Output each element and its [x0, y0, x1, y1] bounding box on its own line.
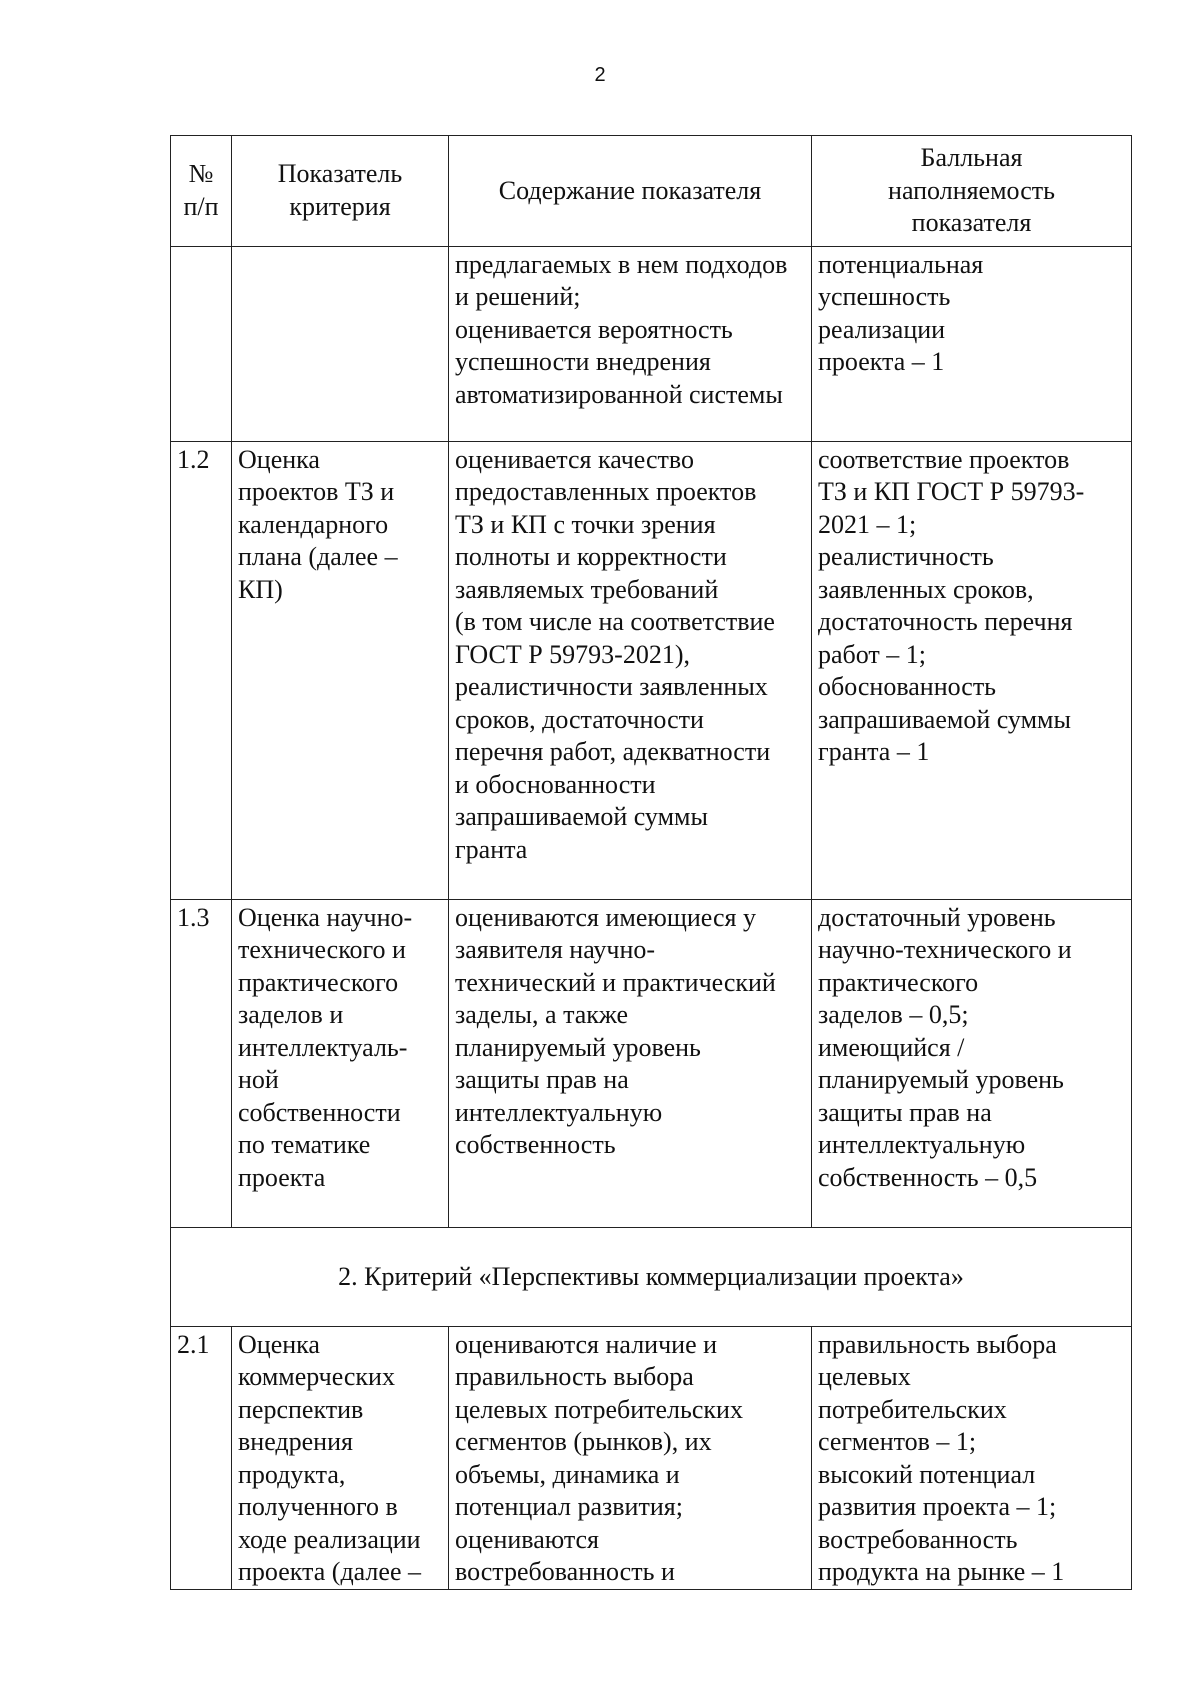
table-row	[171, 1326, 1132, 1589]
row-content: оценивается качество предоставленных проектов ТЗ и КП с точки зрения полноты и корректности заявляемых требований (в том числе на соответствие ГОСТ Р 59793-2021), реалистичности заявленных сроков, достаточности перечня работ, адекватности и обоснованности запрашиваемой суммы гранта	[449, 441, 812, 899]
row-indicator	[232, 246, 449, 441]
row-content: оцениваются наличие и правильность выбора целевых потребительских сегментов (рынков), их объемы, динамика и потенциал развития; оцениваются востребованность и	[449, 1326, 812, 1589]
row-score: достаточный уровень научно-технического и практического заделов – 0,5; имеющийся / планируемый уровень защиты прав на интеллектуальную собственность – 0,5	[812, 899, 1132, 1227]
page-number: 2	[594, 64, 606, 86]
row-indicator: Оценка коммерческих перспектив внедрения продукта, полученного в ходе реализации проекта (далее –	[232, 1326, 449, 1589]
section-row	[171, 1227, 1132, 1326]
row-num	[171, 246, 232, 441]
row-score: соответствие проектов ТЗ и КП ГОСТ Р 59793- 2021 – 1; реалистичность заявленных сроков, достаточность перечня работ – 1; обоснованность запрашиваемой суммы гранта – 1	[812, 441, 1132, 899]
criteria-table	[170, 135, 1132, 1590]
row-content: оцениваются имеющиеся у заявителя научно- технический и практический заделы, а также планируемый уровень защиты прав на интеллектуальную собственность	[449, 899, 812, 1227]
row-content: предлагаемых в нем подходов и решений; оценивается вероятность успешности внедрения автоматизированной системы	[449, 246, 812, 441]
table-header-row	[171, 136, 1132, 247]
row-num: 1.2	[171, 441, 232, 899]
row-score: потенциальная успешность реализации проекта – 1	[812, 246, 1132, 441]
row-num: 1.3	[171, 899, 232, 1227]
row-score: правильность выбора целевых потребительских сегментов – 1; высокий потенциал развития проекта – 1; востребованность продукта на рынке – 1	[812, 1326, 1132, 1589]
row-indicator: Оценка научно- технического и практического заделов и интеллектуаль- ной собственности по тематике проекта	[232, 899, 449, 1227]
row-indicator: Оценка проектов ТЗ и календарного плана (далее – КП)	[232, 441, 449, 899]
header-indicator: Показатель критерия	[232, 136, 449, 247]
table-row	[171, 441, 1132, 899]
section-title: 2. Критерий «Перспективы коммерциализации проекта»	[171, 1227, 1132, 1326]
table-row	[171, 246, 1132, 441]
header-num: № п/п	[171, 136, 232, 247]
row-num: 2.1	[171, 1326, 232, 1589]
table-row	[171, 899, 1132, 1227]
header-score: Балльная наполняемость показателя	[812, 136, 1132, 247]
header-content: Содержание показателя	[449, 136, 812, 247]
